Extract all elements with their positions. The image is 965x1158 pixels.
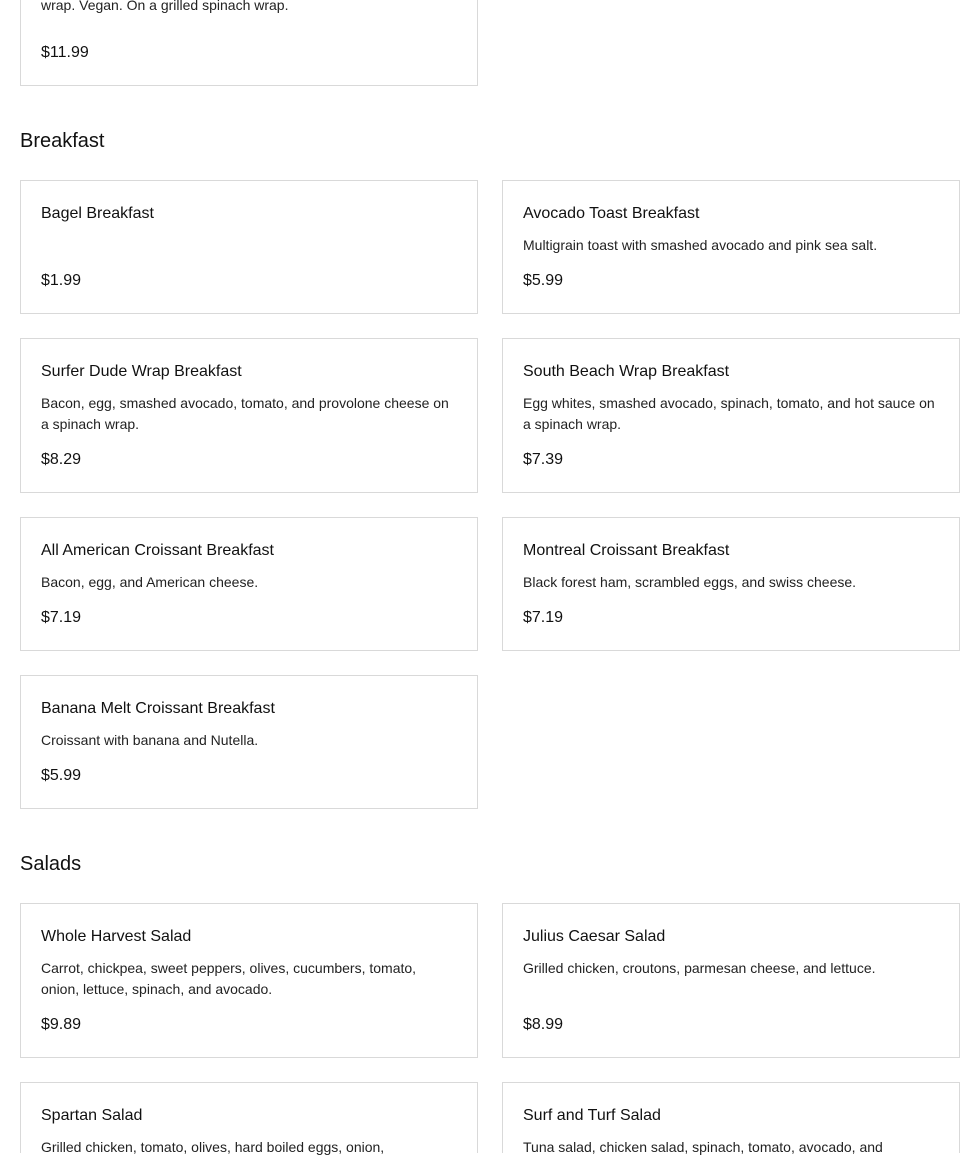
item-price: $8.29: [41, 451, 82, 468]
item-price: $11.99: [41, 44, 89, 61]
item-name: South Beach Wrap Breakfast: [523, 363, 730, 380]
item-name: Avocado Toast Breakfast: [523, 205, 700, 222]
item-name: Whole Harvest Salad: [41, 928, 192, 945]
item-description: Bacon, egg, and American cheese.: [41, 574, 259, 590]
menu-item-card[interactable]: [502, 517, 960, 651]
item-name: All American Croissant Breakfast: [41, 542, 274, 559]
item-name: Surfer Dude Wrap Breakfast: [41, 363, 242, 380]
item-description: Tuna salad, chicken salad, spinach, tomato, avocado, and: [523, 1139, 883, 1155]
item-price: $1.99: [41, 272, 82, 289]
item-name: Banana Melt Croissant Breakfast: [41, 700, 275, 717]
item-price: $7.39: [523, 451, 564, 468]
menu-item-card[interactable]: [502, 338, 960, 493]
item-price: $8.99: [523, 1016, 564, 1033]
menu-item-card[interactable]: [502, 903, 960, 1058]
menu-item-card[interactable]: [20, 1082, 478, 1153]
item-description: Multigrain toast with smashed avocado and pink sea salt.: [523, 237, 878, 253]
section-heading-breakfast: Breakfast: [20, 130, 105, 152]
menu-item-card[interactable]: [502, 1082, 960, 1153]
item-name: Julius Caesar Salad: [523, 928, 666, 945]
item-description: Grilled chicken, tomato, olives, hard boiled eggs, onion,: [41, 1139, 385, 1155]
item-description: Croissant with banana and Nutella.: [41, 732, 259, 748]
item-price: $5.99: [523, 272, 564, 289]
item-price: $9.89: [41, 1016, 82, 1033]
menu-item-card[interactable]: [20, 903, 478, 1058]
item-price: $5.99: [41, 767, 82, 784]
item-description: Grilled chicken, croutons, parmesan cheese, and lettuce.: [523, 960, 876, 976]
menu-item-card[interactable]: [20, 517, 478, 651]
item-name: Bagel Breakfast: [41, 205, 154, 222]
section-heading-salads: Salads: [20, 853, 82, 875]
item-price: $7.19: [523, 609, 564, 626]
item-description: wrap. Vegan. On a grilled spinach wrap.: [41, 0, 289, 13]
item-name: Surf and Turf Salad: [523, 1107, 661, 1124]
item-description: Black forest ham, scrambled eggs, and swiss cheese.: [523, 574, 857, 590]
menu-item-card[interactable]: [20, 0, 478, 86]
item-description: Carrot, chickpea, sweet peppers, olives, cucumbers, tomato, onion, lettuce, spinach, and avocado.: [41, 960, 417, 997]
item-name: Montreal Croissant Breakfast: [523, 542, 730, 559]
menu-item-card[interactable]: [20, 338, 478, 493]
item-name: Spartan Salad: [41, 1107, 143, 1124]
item-description: Egg whites, smashed avocado, spinach, tomato, and hot sauce on a spinach wrap.: [523, 395, 935, 432]
item-price: $7.19: [41, 609, 82, 626]
item-description: Bacon, egg, smashed avocado, tomato, and provolone cheese on a spinach wrap.: [41, 395, 449, 432]
menu-item-card[interactable]: [502, 180, 960, 314]
menu-item-card[interactable]: [20, 675, 478, 809]
menu-item-card[interactable]: [20, 180, 478, 314]
